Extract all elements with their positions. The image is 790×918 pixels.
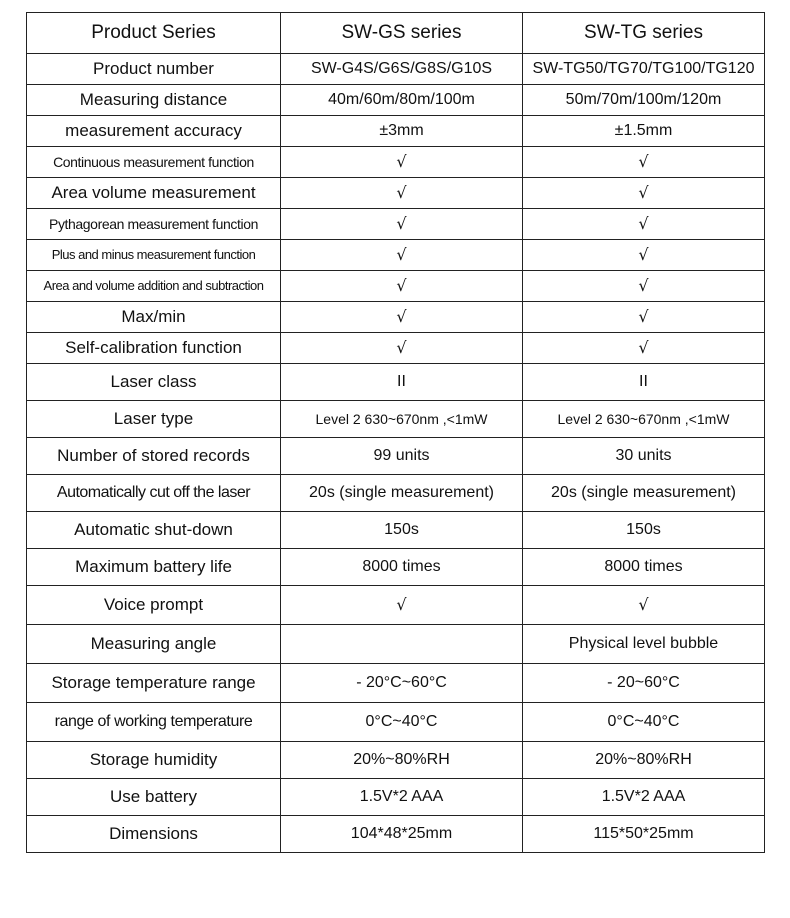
gs-check-mark: √ (281, 586, 523, 625)
table-header-row (27, 13, 765, 54)
row-label: Automatic shut-down (27, 512, 281, 549)
row-label: Storage humidity (27, 742, 281, 779)
tg-value: 150s (523, 512, 765, 549)
gs-value: 40m/60m/80m/100m (281, 85, 523, 116)
tg-check-mark: √ (523, 209, 765, 240)
gs-check-mark: √ (281, 147, 523, 178)
row-label: Continuous measurement function (27, 147, 281, 178)
table-row (27, 664, 765, 703)
row-label: Automatically cut off the laser (27, 475, 281, 512)
row-label: Pythagorean measurement function (27, 209, 281, 240)
tg-check-mark: √ (523, 302, 765, 333)
gs-value: SW-G4S/G6S/G8S/G10S (281, 54, 523, 85)
tg-value: 1.5V*2 AAA (523, 779, 765, 816)
tg-value: 30 units (523, 438, 765, 475)
row-label: Dimensions (27, 816, 281, 853)
tg-value: ±1.5mm (523, 116, 765, 147)
tg-check-mark: √ (523, 240, 765, 271)
gs-check-mark: √ (281, 333, 523, 364)
row-label: Plus and minus measurement function (27, 240, 281, 271)
gs-check-mark: √ (281, 271, 523, 302)
gs-check-mark: √ (281, 178, 523, 209)
table-row (27, 703, 765, 742)
table-row (27, 85, 765, 116)
header-sw-tg-series: SW-TG series (523, 13, 765, 54)
table-row (27, 240, 765, 271)
row-label: range of working temperature (27, 703, 281, 742)
row-label: Maximum battery life (27, 549, 281, 586)
gs-check-mark: √ (281, 302, 523, 333)
tg-value: Level 2 630~670nm ,<1mW (523, 401, 765, 438)
table-row (27, 54, 765, 85)
gs-value: II (281, 364, 523, 401)
gs-value: ±3mm (281, 116, 523, 147)
row-label: Laser type (27, 401, 281, 438)
row-label: measurement accuracy (27, 116, 281, 147)
row-label: Use battery (27, 779, 281, 816)
table-row (27, 779, 765, 816)
gs-value: Level 2 630~670nm ,<1mW (281, 401, 523, 438)
row-label: Area and volume addition and subtraction (27, 271, 281, 302)
tg-value: Physical level bubble (523, 625, 765, 664)
table-row (27, 742, 765, 779)
table-row (27, 401, 765, 438)
tg-value: 0°C~40°C (523, 703, 765, 742)
row-label: Area volume measurement (27, 178, 281, 209)
table-row (27, 438, 765, 475)
table-row (27, 116, 765, 147)
header-product-series: Product Series (27, 13, 281, 54)
tg-value: II (523, 364, 765, 401)
row-label: Measuring angle (27, 625, 281, 664)
gs-check-mark: √ (281, 209, 523, 240)
table-row (27, 178, 765, 209)
tg-value: 20%~80%RH (523, 742, 765, 779)
gs-value: 8000 times (281, 549, 523, 586)
row-label: Measuring distance (27, 85, 281, 116)
table-row (27, 209, 765, 240)
table-row (27, 302, 765, 333)
table-row (27, 512, 765, 549)
gs-value (281, 625, 523, 664)
table-row (27, 333, 765, 364)
gs-value: 150s (281, 512, 523, 549)
table-row (27, 271, 765, 302)
tg-value: 50m/70m/100m/120m (523, 85, 765, 116)
row-label: Max/min (27, 302, 281, 333)
table-row (27, 475, 765, 512)
table-row (27, 586, 765, 625)
tg-value: 20s (single measurement) (523, 475, 765, 512)
gs-value: 104*48*25mm (281, 816, 523, 853)
tg-value: - 20~60°C (523, 664, 765, 703)
tg-value: SW-TG50/TG70/TG100/TG120 (523, 54, 765, 85)
tg-value: 115*50*25mm (523, 816, 765, 853)
table-row (27, 549, 765, 586)
row-label: Product number (27, 54, 281, 85)
table-row (27, 364, 765, 401)
gs-value: - 20°C~60°C (281, 664, 523, 703)
table-row (27, 625, 765, 664)
gs-value: 20s (single measurement) (281, 475, 523, 512)
header-sw-gs-series: SW-GS series (281, 13, 523, 54)
gs-value: 99 units (281, 438, 523, 475)
spec-comparison-table (26, 12, 765, 853)
row-label: Storage temperature range (27, 664, 281, 703)
tg-check-mark: √ (523, 333, 765, 364)
gs-value: 0°C~40°C (281, 703, 523, 742)
tg-check-mark: √ (523, 271, 765, 302)
tg-check-mark: √ (523, 586, 765, 625)
tg-value: 8000 times (523, 549, 765, 586)
row-label: Number of stored records (27, 438, 281, 475)
table-row (27, 147, 765, 178)
tg-check-mark: √ (523, 147, 765, 178)
row-label: Voice prompt (27, 586, 281, 625)
gs-value: 1.5V*2 AAA (281, 779, 523, 816)
tg-check-mark: √ (523, 178, 765, 209)
gs-value: 20%~80%RH (281, 742, 523, 779)
table-row (27, 816, 765, 853)
row-label: Self-calibration function (27, 333, 281, 364)
gs-check-mark: √ (281, 240, 523, 271)
row-label: Laser class (27, 364, 281, 401)
